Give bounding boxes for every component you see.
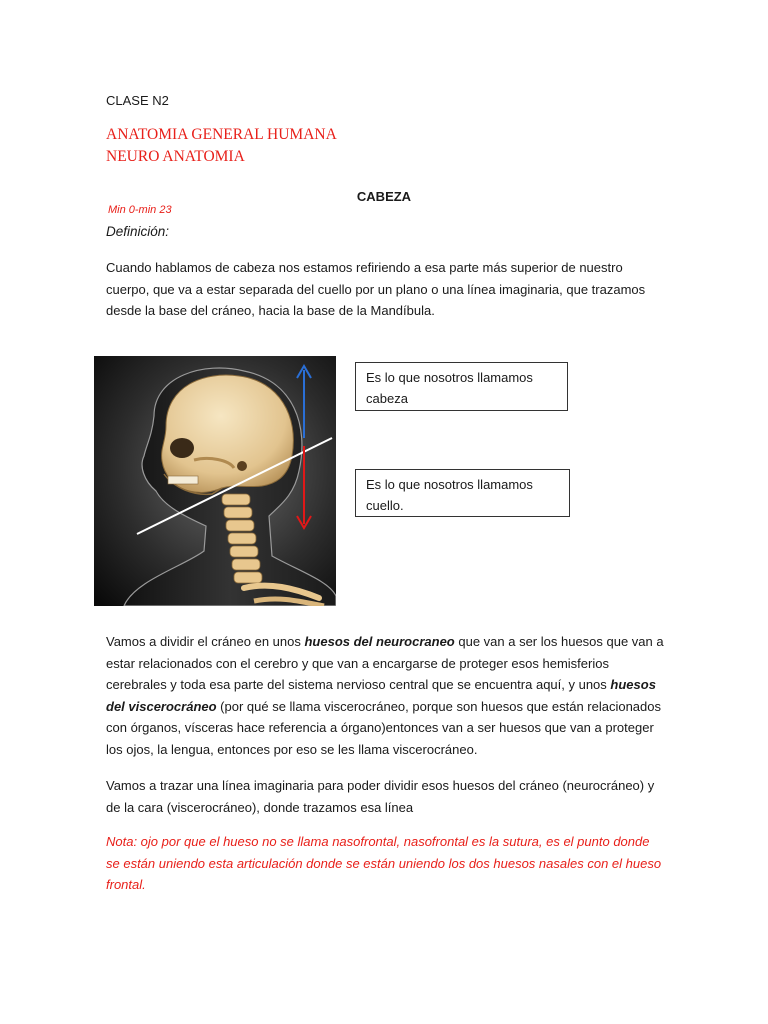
callout-head: Es lo que nosotros llamamos cabeza	[355, 362, 568, 411]
imaginary-line-paragraph: Vamos a trazar una línea imaginaria para poder dividir esos huesos del cráneo (neurocráneo) y de la cara (viscerocráneo), donde trazamos esa línea	[106, 778, 655, 815]
cranium-division-paragraph	[106, 631, 666, 760]
course-title: ANATOMIA GENERAL HUMANA	[106, 126, 337, 143]
intro-paragraph: Cuando hablamos de cabeza nos estamos refiriendo a esa parte más superior de nuestro cuerpo, que va a estar separada del cuello por un plano o una línea imaginaria, que trazamos desde la base del cráneo, hacia la base de la Mandíbula.	[106, 260, 646, 318]
definition-label: Definición:	[106, 224, 170, 239]
course-subtitle: NEURO ANATOMIA	[106, 148, 245, 165]
p2-text-c: que van a ser los huesos que van a estar relacionados con el cerebro y que van a encargarse de proteger esos hemisferios cerebrales y toda esa parte del sistema nervioso central que se encuentra aquí, y unos	[106, 634, 664, 692]
neurocranium-term: huesos del neurocraneo	[304, 634, 455, 649]
p2-text-a: Vamos a dividir el cráneo en unos	[106, 634, 305, 649]
class-label: CLASE N2	[106, 93, 169, 108]
section-heading: CABEZA	[356, 189, 412, 204]
p2-text-e: (por qué se llama viscerocráneo, porque son huesos que están relacionados con órganos, vísceras hace referencia a órgano)entonces van a ser huesos que van a proteger los ojos, la lengua, entonces por eso se les llama viscerocráneo.	[106, 698, 661, 757]
time-range-note: Min 0-min 23	[108, 204, 172, 216]
viscerocranium-term: huesos del viscerocráneo	[106, 677, 656, 714]
head-neck-illustration	[94, 356, 336, 606]
note-paragraph: Nota: ojo por que el hueso no se llama nasofrontal, nasofrontal es la sutura, es el punto donde se están uniendo esta articulación donde se están uniendo los dos huesos nasales con el hueso frontal.	[106, 834, 662, 892]
callout-neck: Es lo que nosotros llamamos cuello.	[355, 469, 570, 517]
